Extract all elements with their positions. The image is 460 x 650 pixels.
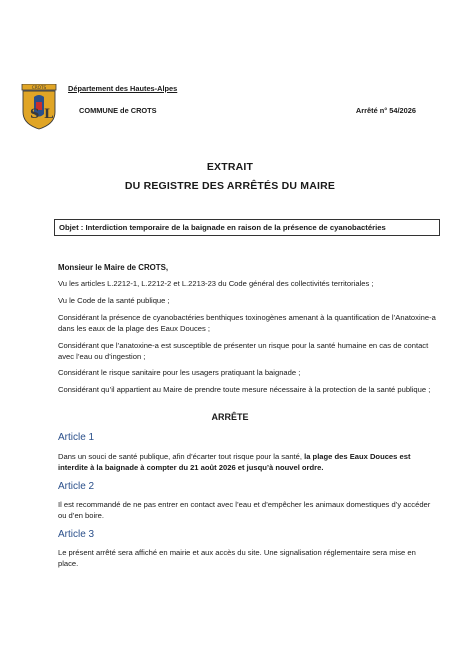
article-1-text [58, 451, 436, 474]
arrete-heading: ARRÊTE [211, 412, 249, 422]
article-3-text: Le présent arrêté sera affiché en mairie et aux accès du site. Une signalisation réglementaire sera mise en place. [58, 548, 416, 569]
municipal-coat-of-arms-logo [21, 84, 57, 130]
department-name: Département des Hautes-Alpes [68, 84, 178, 93]
maire-line: Monsieur le Maire de CROTS, [58, 263, 169, 272]
document-title: EXTRAIT [206, 161, 254, 173]
commune-name: COMMUNE de CROTS [79, 106, 157, 115]
consideration-item: Considérant le risque sanitaire pour les usagers pratiquant la baignade ; [58, 368, 301, 377]
consideration-item: Considérant que l’anatoxine-a est susceptible de présenter un risque pour la santé humaine en cas de contact avec l’eau ou d’ingestion ; [58, 341, 429, 362]
objet-text: Objet : Interdiction temporaire de la baignade en raison de la présence de cyanobactéries [59, 223, 386, 232]
consideration-item: Considérant la présence de cyanobactéries benthiques toxinogènes amenant à la quantification de l’Anatoxine-a dans les eaux de la plage des Eaux Douces ; [58, 313, 436, 334]
consideration-item: Considérant qu’il appartient au Maire de prendre toute mesure nécessaire à la protection de la santé publique ; [58, 385, 431, 394]
logo-banner-text: CROTS [31, 85, 47, 90]
article-1-text-bold: la plage des Eaux Douces est interdite à la baignade à compter du 21 août 2026 et jusqu’à nouvel ordre. [58, 452, 411, 473]
svg-text:L: L [44, 107, 54, 122]
consideration-item: Vu les articles L.2212-1, L.2212-2 et L.2213-23 du Code général des collectivités territoriales ; [58, 279, 374, 288]
article-3-title: Article 3 [58, 529, 95, 540]
article-2-text: Il est recommandé de ne pas entrer en contact avec l’eau et d’empêcher les animaux domestiques d’y accéder ou d’en boire. [58, 500, 431, 521]
article-1-text-normal: Dans un souci de santé publique, afin d’écarter tout risque pour la santé, [58, 452, 305, 461]
document-subtitle: DU REGISTRE DES ARRÊTÉS DU MAIRE [124, 180, 336, 192]
article-2-title: Article 2 [58, 481, 95, 492]
svg-text:S: S [30, 107, 40, 122]
article-1-title: Article 1 [58, 432, 95, 443]
arrete-number: Arrêté n° 54/2026 [355, 106, 416, 115]
consideration-item: Vu le Code de la santé publique ; [58, 296, 170, 305]
